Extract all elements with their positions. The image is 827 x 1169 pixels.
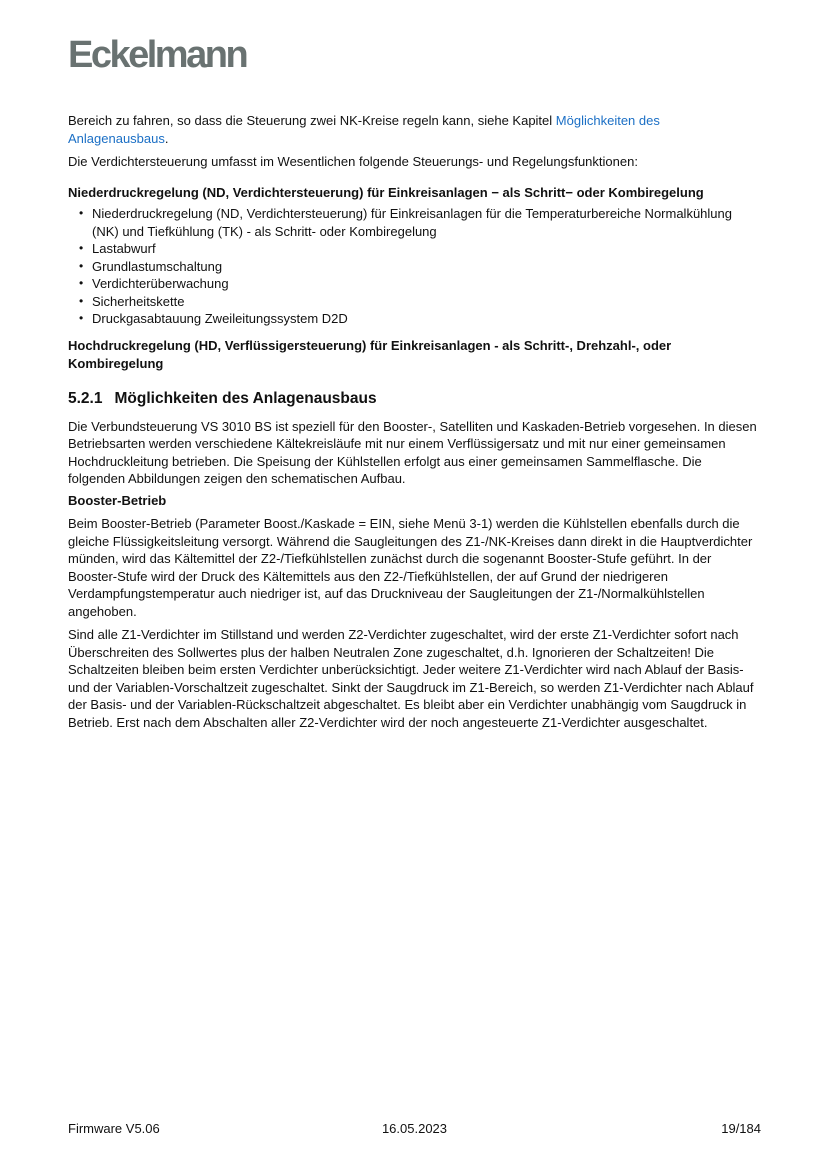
paragraph-booster-betrieb: Beim Booster-Betrieb (Parameter Boost./Kaskade = EIN, siehe Menü 3-1) werden die Kühlstellen ebenfalls durch die gleiche Flüssigkeitsleitung versorgt. Während die Saugleitungen des Z1-/NK-Kreises dann direkt in die Hauptverdichter münden, wird das Kältemittel der Z2-/Tiefkühlstellen zunächst durch die sogenannt Booster-Stufe geführt. In der Booster-Stufe wird der Druck des Kältemittels aus den Z2-/Tiefkühlstellen, der auf Grund der niedrigeren Verdampfungstemperatur auch niedriger ist, auf das Druckniveau der Saugleitungen der Z1-/Normalkühlstellen angehoben. [68,516,753,619]
functions-intro-paragraph: Die Verdichtersteuerung umfasst im Wesentlichen folgende Steuerungs- und Regelungsfunktionen: [68,154,638,169]
eckelmann-logo: Eckelmann [68,34,247,76]
paragraph-verdichter-schaltung: Sind alle Z1-Verdichter im Stillstand und werden Z2-Verdichter zugeschaltet, wird der erste Z1-Verdichter sofort nach Überschreiten des Sollwertes plus der halben Neutralen Zone zugeschaltet, d.h. Ignorieren der Schaltzeiten! Die Schaltzeiten bleiben beim ersten Verdichter unberücksichtigt. Jeder weitere Z1-Verdichter wird nach Ablauf der Basis- und der Variablen-Vorschaltzeit zugeschaltet. Sinkt der Saugdruck im Z1-Bereich, so werden Z1-Verdichter nach Ablauf der Basis- und der Variablen-Rückschaltzeit abgeschaltet. Es bleibt aber ein Verdichter unabhängig vom Saugdruck in Betrieb. Erst nach dem Abschalten aller Z2-Verdichter wird der noch angesteuerte Z1-Verdichter ausgeschaltet. [68,627,754,730]
footer-date: 16.05.2023 [381,1121,448,1136]
page-footer [68,1121,761,1137]
footer-firmware-version: Firmware V5.06 [68,1121,160,1136]
intro-paragraph [68,112,762,147]
intro-period: . [164,130,169,146]
heading-booster-betrieb: Booster-Betrieb [68,492,167,508]
section-number: 5.2.1 [68,389,103,407]
link-moeglichkeiten-des-anlagenausbaus[interactable]: Möglichkeiten des Anlagenausbaus [68,113,660,146]
page-content [68,36,762,731]
list-item: • Druckgasabtauung Zweileitungssystem D2D [68,310,762,328]
section-heading-5-2-1 [68,389,762,409]
list-item: • Niederdruckregelung (ND, Verdichtersteuerung) für Einkreisanlagen für die Temperaturbereiche Normalkühlung (NK) und Tiefkühlung (TK) - als Schritt- oder Kombiregelung [68,205,762,240]
list-item: • Lastabwurf [68,240,762,258]
list-item: • Grundlastumschaltung [68,258,762,276]
heading-hochdruckregelung: Hochdruckregelung (HD, Verflüssigersteuerung) für Einkreisanlagen - als Schritt-, Drehzahl-, oder Kombiregelung [68,337,672,371]
nd-functions-list [68,205,762,328]
intro-text: Bereich zu fahren, so dass die Steuerung zwei NK-Kreise regeln kann, siehe Kapitel [68,113,553,128]
list-item: • Verdichterüberwachung [68,275,762,293]
footer-page-number: 19/184 [721,1121,761,1136]
list-item: • Sicherheitskette [68,293,762,311]
heading-niederdruckregelung: Niederdruckregelung (ND, Verdichtersteuerung) für Einkreisanlagen − als Schritt− oder Kombiregelung [68,184,704,200]
paragraph-verbundsteuerung: Die Verbundsteuerung VS 3010 BS ist speziell für den Booster-, Satelliten und Kaskaden-Betrieb vorgesehen. In diesen Betriebsarten werden verschiedene Kältekreisläufe mit nur einem Verflüssigersatz und mit nur einer gemeinsamen Hochdruckleitung betrieben. Die Speisung der Kühlstellen erfolgt aus einer gemeinsamen Sammelflasche. Die folgenden Abbildungen zeigen den schematischen Aufbau. [68,418,757,486]
section-title: Möglichkeiten des Anlagenausbaus [114,389,377,407]
